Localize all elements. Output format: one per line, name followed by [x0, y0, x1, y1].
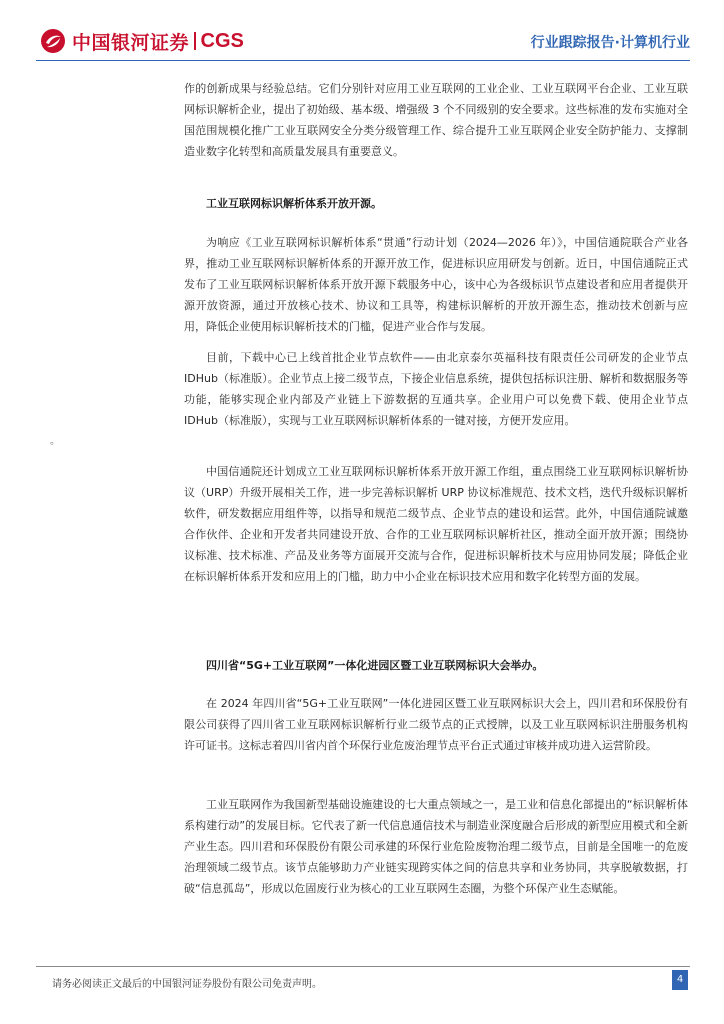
- galaxy-logo-icon: [40, 28, 66, 54]
- body-section-1: [184, 78, 688, 162]
- stray-punctuation: 。: [50, 436, 60, 447]
- body-section-2: [184, 193, 688, 214]
- body-section-5: [184, 461, 688, 587]
- paragraph: 中国信通院还计划成立工业互联网标识解析体系开放开源工作组，重点围绕工业互联网标识解析协议（URP）升级开展相关工作，进一步完善标识解析 URP 协议标准规范、技术文档，迭代升级标识解析软件，研发数据应用组件等，以指导和规范二级节点、企业节点的建设和运营。此外，中国信通院诚邀合作伙伴、企业和开发者共同建设开放、合作的工业互联网标识解析社区，推动全面开放开源；围绕协议标准、技术标准、产品及业务等方面展开交流与合作，促进标识解析技术与应用协同发展；降低企业在标识解析体系开发和应用上的门槛，助力中小企业在标识技术应用和数字化转型方面的发展。: [184, 465, 688, 583]
- body-section-7: [184, 693, 688, 756]
- brand-name-en: CGS: [200, 29, 244, 52]
- paragraph: 在 2024 年四川省“5G+工业互联网”一体化进园区暨工业互联网标识大会上，四川君和环保股份有限公司获得了四川省工业互联网标识解析行业二级节点的正式授牌，以及工业互联网标识注册服务机构许可证书。这标志着四川省内首个环保行业危废治理节点平台正式通过审核并成功进入运营阶段。: [184, 697, 688, 752]
- body-section-3: [184, 232, 688, 337]
- footer-divider: [36, 966, 690, 967]
- logo-divider: [194, 32, 196, 50]
- section-heading: 工业互联网标识解析体系开放开源。: [206, 197, 382, 210]
- brand-name-cn: 中国银河证券: [72, 31, 190, 54]
- page-header: [0, 0, 724, 72]
- paragraph: 目前，下载中心已上线首批企业节点软件——由北京泰尔英福科技有限责任公司研发的企业节点 IDHub（标准版）。企业节点上接二级节点，下接企业信息系统，提供包括标识注册、解析和数据服务等功能，能够实现企业内部及产业链上下游数据的互通共享。企业用户可以免费下载、使用企业节点 IDHub（标准版），实现与工业互联网标识解析体系的一键对接，方便开发应用。: [184, 351, 688, 427]
- body-section-8: [184, 794, 688, 899]
- page-number: 4: [672, 970, 688, 990]
- paragraph: 为响应《工业互联网标识解析体系“贯通”行动计划（2024—2026 年）》，中国信通院联合产业各界，推动工业互联网标识解析体系的开源开放工作，促进标识应用研发与创新。近日，中国信通院正式发布了工业互联网标识解析体系开放开源下载服务中心，该中心为各级标识节点建设者和应用者提供开源开放资源，通过开放核心技术、协议和工具等，构建标识解析的开放开源生态，推动技术创新与应用，降低企业使用标识解析技术的门槛，促进产业合作与发展。: [184, 236, 688, 333]
- company-logo: [40, 27, 244, 55]
- section-heading: 四川省“5G+工业互联网”一体化进园区暨工业互联网标识大会举办。: [206, 659, 544, 672]
- paragraph: 作的创新成果与经验总结。它们分别针对应用工业互联网的工业企业、工业互联网平台企业、工业互联网标识解析企业，提出了初始级、基本级、增强级 3 个不同级别的安全要求。这些标准的发布实施对全国范围规模化推广工业互联网安全分类分级管理工作、综合提升工业互联网企业安全防护能力、支撑制造业数字化转型和高质量发展具有重要意义。: [184, 82, 688, 158]
- header-divider: [36, 60, 690, 61]
- body-section-6: [184, 655, 688, 676]
- body-section-4: [184, 347, 688, 431]
- paragraph: 工业互联网作为我国新型基础设施建设的七大重点领域之一，是工业和信息化部提出的“标识解析体系构建行动”的发展目标。它代表了新一代信息通信技术与制造业深度融合后形成的新型应用模式和全新产业生态。四川君和环保股份有限公司承建的环保行业危险废物治理二级节点，目前是全国唯一的危废治理领域二级节点。该节点能够助力产业链实现跨实体之间的信息共享和业务协同，共享脱敏数据，打破“信息孤岛”，形成以危固废行业为核心的工业互联网生态圈，为整个环保产业生态赋能。: [184, 798, 688, 895]
- disclaimer-note: 请务必阅读正文最后的中国银河证券股份有限公司免责声明。: [52, 979, 322, 990]
- report-title: 行业跟踪报告·计算机行业: [530, 35, 690, 51]
